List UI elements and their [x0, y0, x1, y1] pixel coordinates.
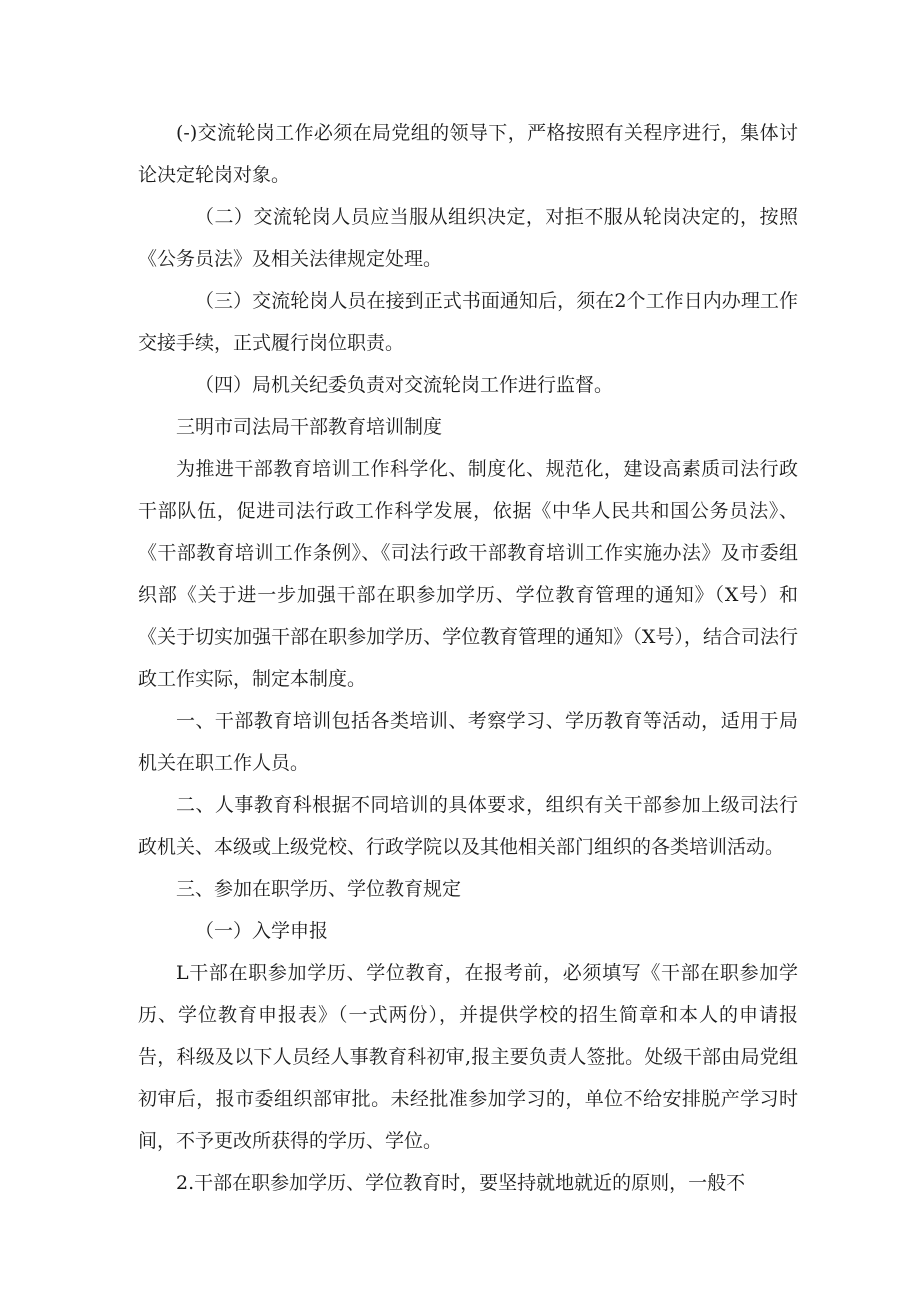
paragraph-rotation-leadership: (-)交流轮岗工作必须在局党组的领导下，严格按照有关程序进行，集体讨论决定轮岗对象。 [138, 122, 798, 186]
paragraph-enrollment-item-2: 2.干部在职参加学历、学位教育时，要坚持就地就近的原则，一般不 [176, 1172, 746, 1194]
paragraph-rotation-supervision: （四）局机关纪委负责对交流轮岗工作进行监督。 [195, 374, 614, 396]
paragraph-rotation-obey: （二）交流轮岗人员应当服从组织决定，对拒不服从轮岗决定的，按照《公务员法》及相关法律规定处理。 [138, 206, 798, 270]
heading-degree-education-rules: 三、参加在职学历、学位教育规定 [176, 878, 462, 900]
paragraph-enrollment-item-1: L干部在职参加学历、学位教育，在报考前，必须填写《干部在职参加学历、学位教育申报表》（一式两份），并提供学校的招生简章和本人的申请报告，科级及以下人员经人事教育科初审,报主要负责人签批。处级干部由局党组初审后，报市委组织部审批。未经批准参加学习的，单位不给安排脱产学习时间，不予更改所获得的学历、学位。 [138, 962, 798, 1152]
paragraph-training-scope: 一、干部教育培训包括各类培训、考察学习、学历教育等活动，适用于局机关在职工作人员。 [138, 710, 798, 774]
paragraph-training-preamble: 为推进干部教育培训工作科学化、制度化、规范化，建设高素质司法行政干部队伍，促进司法行政工作科学发展，依据《中华人民共和国公务员法》、《干部教育培训工作条例》、《司法行政干部教育培训工作实施办法》及市委组织部《关于进一步加强干部在职参加学历、学位教育管理的通知》（X号）和《关于切实加强干部在职参加学历、学位教育管理的通知》（X号），结合司法行政工作实际，制定本制度。 [138, 458, 798, 690]
paragraph-rotation-handover: （三）交流轮岗人员在接到正式书面通知后，须在2个工作日内办理工作交接手续，正式履行岗位职责。 [138, 290, 798, 354]
paragraph-training-organization: 二、人事教育科根据不同培训的具体要求，组织有关干部参加上级司法行政机关、本级或上级党校、行政学院以及其他相关部门组织的各类培训活动。 [138, 794, 798, 858]
document-body [138, 112, 798, 1204]
section-title-training-system: 三明市司法局干部教育培训制度 [176, 416, 443, 438]
heading-enrollment-application: （一）入学申报 [195, 920, 329, 942]
